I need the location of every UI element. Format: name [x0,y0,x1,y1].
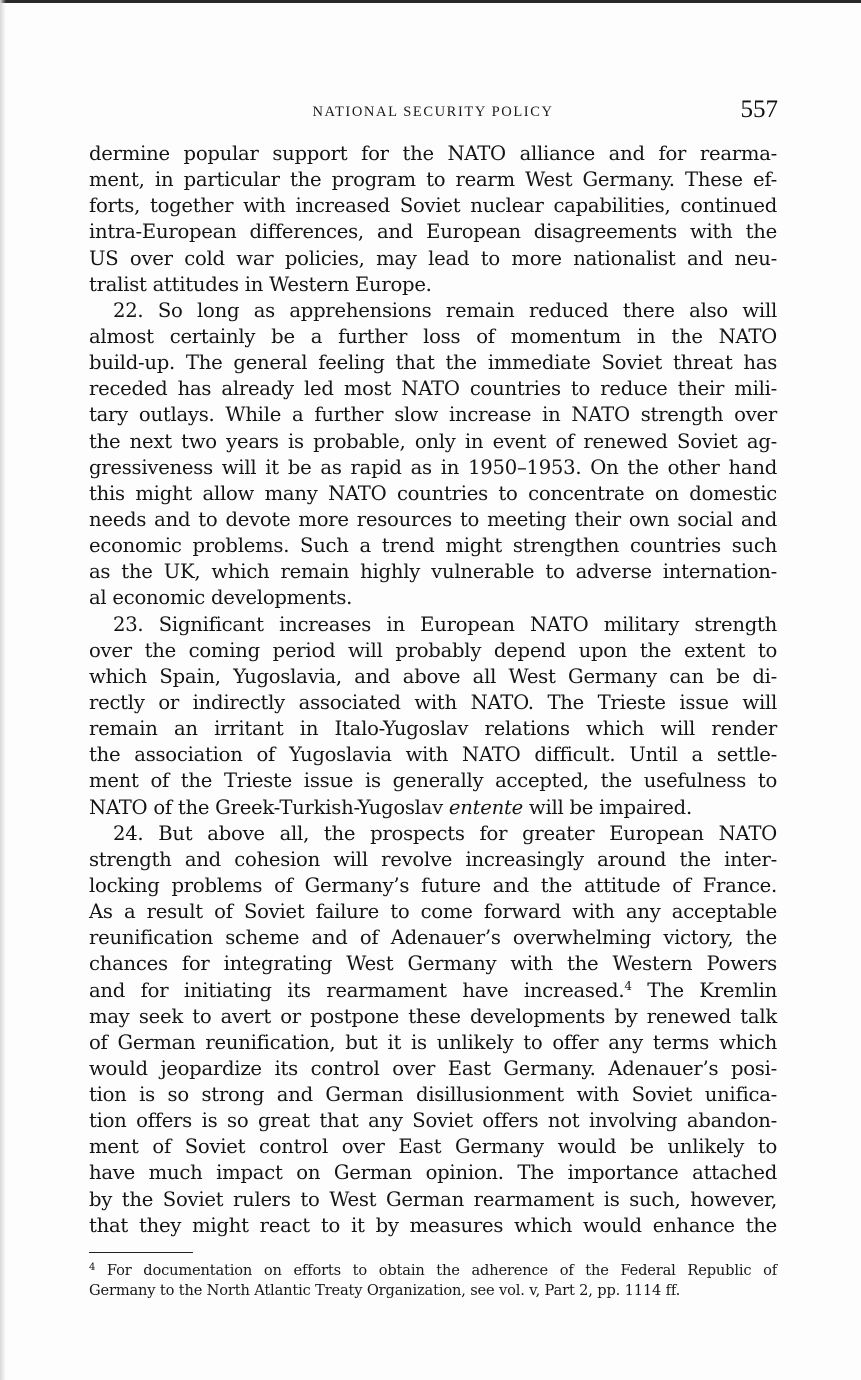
text-line: chances for integrating West Germany with the Western Powers [89,952,777,976]
text-line: ment of Soviet control over East Germany would be unlikely to [89,1135,777,1159]
footnote-text: For documentation on efforts to obtain the adherence of the Federal Republic of [95,1262,777,1279]
text-line: have much impact on German opinion. The importance attached [89,1161,777,1185]
text-line: rectly or indirectly associated with NATO. The Trieste issue will [89,690,777,714]
italic-term: entente [448,795,523,819]
text-line: intra-European differences, and European disagreements with the [89,220,777,244]
text-line: US over cold war policies, may lead to more nationalist and neu- [89,246,777,270]
body-text [89,141,777,1239]
paragraph-22 [89,298,777,612]
text-span: The Kremlin [631,978,778,1002]
text-line: 22. So long as apprehensions remain reduced there also will [113,298,777,322]
text-line: needs and to devote more resources to meeting their own social and [89,507,777,531]
text-line: ment, in particular the program to rearm West Germany. These ef- [89,168,777,192]
text-line: 24. But above all, the prospects for greater European NATO [113,821,777,845]
paragraph-continuation [89,141,777,298]
paragraph-24 [89,821,777,1239]
text-line: tion is so strong and German disillusionment with Soviet unifica- [89,1083,777,1107]
text-line: receded has already led most NATO countries to reduce their mili- [89,377,777,401]
text-line: ment of the Trieste issue is generally accepted, the usefulness to [89,769,777,793]
footnote-line: Germany to the North Atlantic Treaty Organization, see vol. v, Part 2, pp. 1114 ff. [89,1281,681,1299]
text-span: NATO of the Greek-Turkish-Yugoslav [89,795,449,819]
text-span: and for initiating its rearmament have increased. [89,978,625,1002]
text-line: may seek to avert or postpone these developments by renewed talk [89,1004,777,1028]
text-line: the association of Yugoslavia with NATO difficult. Until a settle- [89,743,777,767]
text-line: this might allow many NATO countries to concentrate on domestic [89,481,777,505]
text-line: forts, together with increased Soviet nuclear capabilities, continued [89,194,777,218]
page-header [88,96,778,128]
text-line: tralist attitudes in Western Europe. [89,272,432,296]
text-line: remain an irritant in Italo-Yugoslav relations which will render [89,717,777,741]
text-line: which Spain, Yugoslavia, and above all West Germany can be di- [89,664,777,688]
text-line: economic problems. Such a trend might strengthen countries such [89,534,777,558]
text-line: over the coming period will probably depend upon the extent to [89,638,777,662]
text-line: al economic developments. [89,586,353,610]
footnote [89,1261,777,1300]
text-line: reunification scheme and of Adenauer’s overwhelming victory, the [89,926,777,950]
text-line: almost certainly be a further loss of momentum in the NATO [89,324,777,348]
text-line: of German reunification, but it is unlikely to offer any terms which [89,1030,777,1054]
text-line: that they might react to it by measures which would enhance the [89,1213,777,1237]
footnote-marker: 4 [89,1262,96,1273]
text-line: As a result of Soviet failure to come forward with any acceptable [89,900,777,924]
scan-top-edge [0,0,861,3]
scan-left-edge [0,0,6,1380]
text-line: the next two years is probable, only in event of renewed Soviet ag- [89,429,777,453]
page-number: 557 [740,96,778,123]
text-line: would jeopardize its control over East Germany. Adenauer’s posi- [89,1056,777,1080]
text-line: dermine popular support for the NATO alliance and for rearma- [89,142,777,165]
paragraph-23 [89,612,777,821]
text-line: strength and cohesion will revolve increasingly around the inter- [89,847,777,871]
text-line [89,978,777,1004]
text-line: gressiveness will it be as rapid as in 1950–1953. On the other hand [89,455,777,479]
text-line: 23. Significant increases in European NATO military strength [113,612,777,636]
footnote-line [89,1261,777,1281]
text-line [89,795,777,821]
text-line: as the UK, which remain highly vulnerable to adverse internation- [89,560,777,584]
text-line: tary outlays. While a further slow increase in NATO strength over [89,403,777,427]
footnote-reference[interactable]: 4 [624,978,632,993]
text-span: will be impaired. [522,795,692,819]
running-head: NATIONAL SECURITY POLICY [312,104,554,120]
text-line: tion offers is so great that any Soviet offers not involving abandon- [89,1109,777,1133]
text-line: by the Soviet rulers to West German rearmament is such, however, [89,1187,777,1211]
text-line: build-up. The general feeling that the immediate Soviet threat has [89,351,777,375]
text-line: locking problems of Germany’s future and the attitude of France. [89,873,777,897]
footnote-divider [89,1252,193,1253]
